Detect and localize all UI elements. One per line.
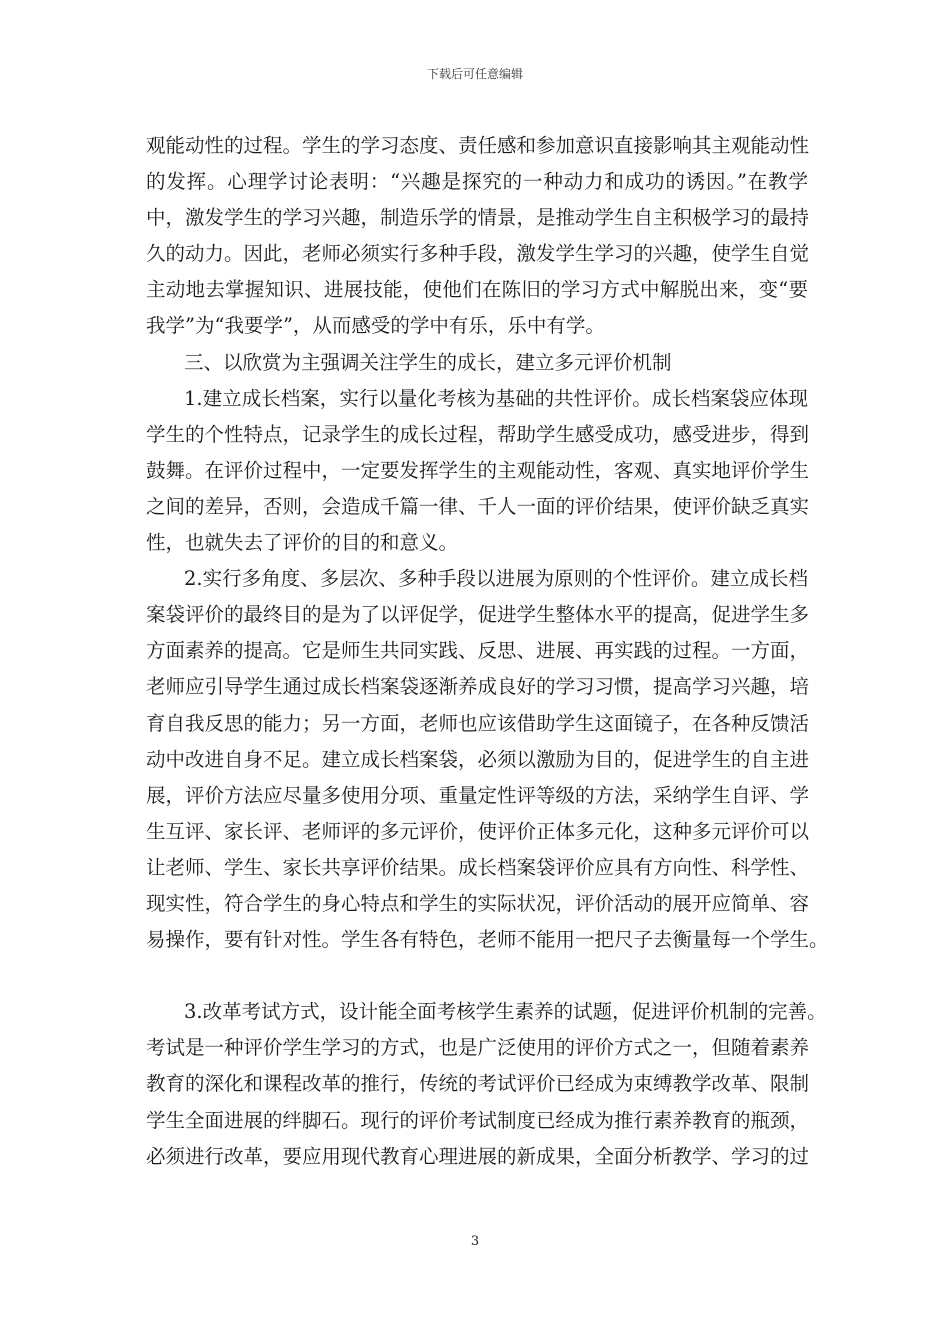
text-line: 中，激发学生的学习兴趣，制造乐学的情景，是推动学生自主积极学习的最持 [146,206,810,230]
text-line: 展，评价方法应尽量多使用分项、重量定性评等级的方法，采纳学生自评、学 [146,783,810,807]
text-line: 学生全面进展的绊脚石。现行的评价考试制度已经成为推行素养教育的瓶颈， [146,1108,810,1132]
text-line: 考试是一种评价学生学习的方式，也是广泛使用的评价方式之一，但随着素养 [146,1036,810,1060]
text-line: 鼓舞。在评价过程中，一定要发挥学生的主观能动性，客观、真实地评价学生 [146,458,810,482]
section-heading: 三、以欣赏为主强调关注学生的成长，建立多元评价机制 [184,350,672,374]
text-line: 现实性，符合学生的身心特点和学生的实际状况，评价活动的展开应简单、容 [146,891,810,915]
text-line: 学生的个性特点，记录学生的成长过程，帮助学生感受成功，感受进步，得到 [146,422,810,446]
text-line: 的发挥。心理学讨论表明：“兴趣是探究的一种动力和成功的诱因。”在教学 [146,170,808,194]
document-body [146,128,829,1175]
text-line: 我学”为“我要学”，从而感受的学中有乐，乐中有学。 [146,314,605,338]
text-line: 1.建立成长档案，实行以量化考核为基础的共性评价。成长档案袋应体现 [184,386,808,410]
text-line: 让老师、学生、家长共享评价结果。成长档案袋评价应具有方向性、科学性、 [146,855,810,879]
text-line: 久的动力。因此，老师必须实行多种手段，激发学生学习的兴趣，使学生自觉 [146,242,810,266]
text-line: 必须进行改革，要应用现代教育心理进展的新成果，全面分析教学、学习的过 [146,1144,810,1168]
text-line: 易操作，要有针对性。学生各有特色，老师不能用一把尺子去衡量每一个学生。 [146,928,829,952]
text-line: 之间的差异，否则，会造成千篇一律、千人一面的评价结果，使评价缺乏真实 [146,494,810,518]
text-line: 教育的深化和课程改革的推行，传统的考试评价已经成为束缚教学改革、限制 [146,1072,810,1096]
text-line: 育自我反思的能力；另一方面，老师也应该借助学生这面镜子，在各种反馈活 [146,711,810,735]
text-line: 3.改革考试方式，设计能全面考核学生素养的试题，促进评价机制的完善。 [184,1000,827,1024]
text-line: 性，也就失去了评价的目的和意义。 [146,531,459,555]
text-line: 生互评、家长评、老师评的多元评价，使评价正体多元化，这种多元评价可以 [146,819,810,843]
text-line: 主动地去掌握知识、进展技能，使他们在陈旧的学习方式中解脱出来，变“要 [146,278,808,302]
text-line: 老师应引导学生通过成长档案袋逐渐养成良好的学习习惯，提高学习兴趣，培 [146,675,810,699]
text-line: 动中改进自身不足。建立成长档案袋，必须以激励为目的，促进学生的自主进 [146,747,810,771]
text-line: 方面素养的提高。它是师生共同实践、反思、进展、再实践的过程。一方面， [146,639,810,663]
text-line: 案袋评价的最终目的是为了以评促学，促进学生整体水平的提高，促进学生多 [146,603,810,627]
page-header: 下载后可任意编辑 [426,67,523,81]
text-line: 观能动性的过程。学生的学习态度、责任感和参加意识直接影响其主观能动性 [146,134,810,157]
blank-line [146,958,808,994]
text-line: 2.实行多角度、多层次、多种手段以进展为原则的个性评价。建立成长档 [184,567,808,591]
page-number: 3 [470,1234,480,1249]
